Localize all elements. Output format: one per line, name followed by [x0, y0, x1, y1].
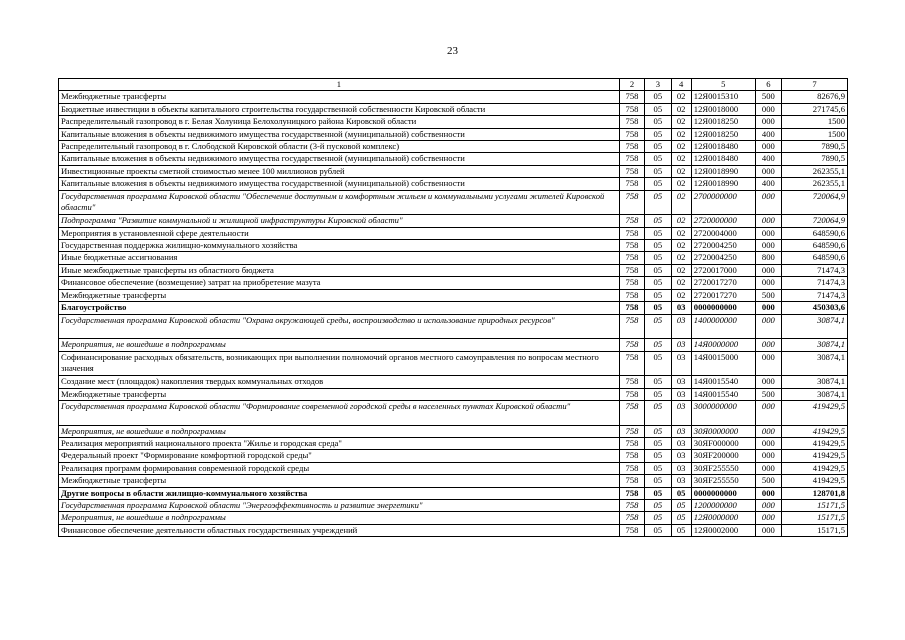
- row-sum: 15171,5: [782, 524, 848, 536]
- row-name: Распределительный газопровод в г. Белая Холуница Белохолуницкого района Кировской области: [59, 116, 620, 128]
- row-name: Федеральный проект "Формирование комфортной городской среды": [59, 450, 620, 462]
- row-section-code: 05: [645, 499, 671, 511]
- row-subsection-code: 02: [671, 240, 691, 252]
- row-gr-code: 758: [619, 252, 644, 264]
- row-target-article: 30ЯF255550: [691, 475, 755, 487]
- row-sum: 15171,5: [782, 512, 848, 524]
- table-row: [59, 277, 848, 289]
- row-name: Межбюджетные трансферты: [59, 388, 620, 400]
- row-section-code: 05: [645, 165, 671, 177]
- row-subsection-code: 02: [671, 116, 691, 128]
- row-gr-code: 758: [619, 425, 644, 437]
- row-section-code: 05: [645, 524, 671, 536]
- row-sum: 262355,1: [782, 165, 848, 177]
- row-subsection-code: 02: [671, 165, 691, 177]
- row-section-code: 05: [645, 314, 671, 339]
- row-target-article: 30ЯF200000: [691, 450, 755, 462]
- row-name: Реализация мероприятий национального проекта "Жилье и городская среда": [59, 437, 620, 449]
- row-target-article: 12Я0018250: [691, 128, 755, 140]
- table-row: [59, 388, 848, 400]
- row-section-code: 05: [645, 103, 671, 115]
- row-expense-type: 000: [755, 376, 781, 388]
- row-sum: 271745,6: [782, 103, 848, 115]
- row-section-code: 05: [645, 264, 671, 276]
- row-section-code: 05: [645, 277, 671, 289]
- row-name: Межбюджетные трансферты: [59, 289, 620, 301]
- row-target-article: 2720017270: [691, 277, 755, 289]
- row-target-article: 14Я0015540: [691, 376, 755, 388]
- table-row: [59, 314, 848, 339]
- row-sum: 30874,1: [782, 351, 848, 376]
- row-gr-code: 758: [619, 487, 644, 499]
- column-header: 6: [755, 79, 781, 91]
- row-sum: 82676,9: [782, 91, 848, 103]
- row-sum: 15171,5: [782, 499, 848, 511]
- row-target-article: 12Я0018250: [691, 116, 755, 128]
- row-target-article: 0000000000: [691, 302, 755, 314]
- row-gr-code: 758: [619, 264, 644, 276]
- table-row: [59, 128, 848, 140]
- row-target-article: 2720004250: [691, 252, 755, 264]
- row-expense-type: 000: [755, 103, 781, 115]
- row-sum: 450303,6: [782, 302, 848, 314]
- row-sum: 71474,3: [782, 289, 848, 301]
- table-row: [59, 141, 848, 153]
- row-sum: 30874,1: [782, 376, 848, 388]
- row-subsection-code: 03: [671, 462, 691, 474]
- row-target-article: 1400000000: [691, 314, 755, 339]
- row-expense-type: 500: [755, 475, 781, 487]
- row-sum: 720064,9: [782, 215, 848, 227]
- row-sum: 71474,3: [782, 277, 848, 289]
- row-sum: 419429,5: [782, 400, 848, 425]
- row-target-article: 12Я0015310: [691, 91, 755, 103]
- row-name: Софинансирование расходных обязательств, возникающих при выполнении полномочий органов местного самоуправления по вопросам местного значения: [59, 351, 620, 376]
- row-subsection-code: 03: [671, 425, 691, 437]
- row-expense-type: 400: [755, 178, 781, 190]
- row-section-code: 05: [645, 91, 671, 103]
- row-section-code: 05: [645, 351, 671, 376]
- row-sum: 128701,8: [782, 487, 848, 499]
- row-gr-code: 758: [619, 475, 644, 487]
- table-row: [59, 153, 848, 165]
- table-row: [59, 252, 848, 264]
- row-name: Реализация программ формирования современной городской среды: [59, 462, 620, 474]
- row-expense-type: 000: [755, 302, 781, 314]
- row-target-article: 0000000000: [691, 487, 755, 499]
- row-target-article: 12Я0018990: [691, 178, 755, 190]
- row-gr-code: 758: [619, 128, 644, 140]
- row-section-code: 05: [645, 252, 671, 264]
- row-name: Распределительный газопровод в г. Слободской Кировской области (3-й пусковой комплекс): [59, 141, 620, 153]
- page-number: 23: [447, 45, 458, 57]
- row-target-article: 2720000000: [691, 215, 755, 227]
- row-expense-type: 000: [755, 450, 781, 462]
- row-section-code: 05: [645, 190, 671, 215]
- table-row: [59, 103, 848, 115]
- row-gr-code: 758: [619, 227, 644, 239]
- table-row: [59, 437, 848, 449]
- row-subsection-code: 05: [671, 512, 691, 524]
- row-gr-code: 758: [619, 240, 644, 252]
- row-gr-code: 758: [619, 141, 644, 153]
- row-gr-code: 758: [619, 400, 644, 425]
- table-row: [59, 351, 848, 376]
- row-gr-code: 758: [619, 103, 644, 115]
- row-expense-type: 000: [755, 487, 781, 499]
- row-section-code: 05: [645, 450, 671, 462]
- table-header-row: [59, 79, 848, 91]
- row-gr-code: 758: [619, 376, 644, 388]
- row-target-article: 12Я0018480: [691, 153, 755, 165]
- row-subsection-code: 02: [671, 264, 691, 276]
- table-row: [59, 190, 848, 215]
- row-section-code: 05: [645, 437, 671, 449]
- row-sum: 720064,9: [782, 190, 848, 215]
- table-row: [59, 178, 848, 190]
- row-gr-code: 758: [619, 165, 644, 177]
- row-subsection-code: 03: [671, 437, 691, 449]
- row-subsection-code: 02: [671, 227, 691, 239]
- row-section-code: 05: [645, 425, 671, 437]
- row-target-article: 12Я0018990: [691, 165, 755, 177]
- row-sum: 1500: [782, 116, 848, 128]
- table-row: [59, 91, 848, 103]
- table-row: [59, 462, 848, 474]
- row-section-code: 05: [645, 141, 671, 153]
- table-row: [59, 524, 848, 536]
- row-expense-type: 000: [755, 437, 781, 449]
- row-section-code: 05: [645, 400, 671, 425]
- row-expense-type: 000: [755, 165, 781, 177]
- row-section-code: 05: [645, 116, 671, 128]
- row-name: Благоустройство: [59, 302, 620, 314]
- table-row: [59, 227, 848, 239]
- row-name: Финансовое обеспечение деятельности областных государственных учреждений: [59, 524, 620, 536]
- row-subsection-code: 03: [671, 475, 691, 487]
- table-row: [59, 450, 848, 462]
- row-expense-type: 000: [755, 462, 781, 474]
- row-name: Инвестиционные проекты сметной стоимостью менее 100 миллионов рублей: [59, 165, 620, 177]
- row-gr-code: 758: [619, 462, 644, 474]
- row-subsection-code: 03: [671, 450, 691, 462]
- row-sum: 30874,1: [782, 314, 848, 339]
- row-expense-type: 500: [755, 91, 781, 103]
- column-header: 7: [782, 79, 848, 91]
- row-name: Иные бюджетные ассигнования: [59, 252, 620, 264]
- row-gr-code: 758: [619, 277, 644, 289]
- row-target-article: 3000000000: [691, 400, 755, 425]
- row-sum: 7890,5: [782, 153, 848, 165]
- row-gr-code: 758: [619, 499, 644, 511]
- row-gr-code: 758: [619, 91, 644, 103]
- row-expense-type: 500: [755, 289, 781, 301]
- row-sum: 71474,3: [782, 264, 848, 276]
- row-gr-code: 758: [619, 215, 644, 227]
- row-name: Иные межбюджетные трансферты из областного бюджета: [59, 264, 620, 276]
- row-subsection-code: 03: [671, 339, 691, 351]
- row-section-code: 05: [645, 339, 671, 351]
- row-sum: 419429,5: [782, 462, 848, 474]
- row-expense-type: 000: [755, 314, 781, 339]
- row-expense-type: 000: [755, 190, 781, 215]
- row-subsection-code: 05: [671, 524, 691, 536]
- row-name: Мероприятия, не вошедшие в подпрограммы: [59, 339, 620, 351]
- table-row: [59, 400, 848, 425]
- row-subsection-code: 02: [671, 215, 691, 227]
- row-name: Подпрограмма "Развитие коммунальной и жилищной инфраструктуры Кировской области": [59, 215, 620, 227]
- row-name: Бюджетные инвестиции в объекты капитального строительства государственной собственности Кировской области: [59, 103, 620, 115]
- row-gr-code: 758: [619, 512, 644, 524]
- row-section-code: 05: [645, 215, 671, 227]
- row-target-article: 2720004000: [691, 227, 755, 239]
- row-expense-type: 000: [755, 116, 781, 128]
- row-name: Мероприятия в установленной сфере деятельности: [59, 227, 620, 239]
- table-row: [59, 165, 848, 177]
- row-name: Другие вопросы в области жилищно-коммунального хозяйства: [59, 487, 620, 499]
- column-header: 4: [671, 79, 691, 91]
- row-gr-code: 758: [619, 302, 644, 314]
- row-expense-type: 000: [755, 227, 781, 239]
- budget-table: [58, 78, 848, 537]
- row-target-article: 30Я0000000: [691, 425, 755, 437]
- table-row: [59, 512, 848, 524]
- row-expense-type: 000: [755, 499, 781, 511]
- row-subsection-code: 02: [671, 289, 691, 301]
- row-name: Государственная программа Кировской области "Энергоэффективность и развитие энергетики": [59, 499, 620, 511]
- row-expense-type: 000: [755, 141, 781, 153]
- row-subsection-code: 03: [671, 376, 691, 388]
- row-expense-type: 400: [755, 128, 781, 140]
- row-section-code: 05: [645, 153, 671, 165]
- row-section-code: 05: [645, 376, 671, 388]
- row-sum: 419429,5: [782, 437, 848, 449]
- row-target-article: 2720017270: [691, 289, 755, 301]
- row-section-code: 05: [645, 512, 671, 524]
- row-name: Государственная программа Кировской области "Охрана окружающей среды, воспроизводство и использование природных ресурсов": [59, 314, 620, 339]
- row-expense-type: 000: [755, 512, 781, 524]
- row-subsection-code: 02: [671, 252, 691, 264]
- row-expense-type: 400: [755, 153, 781, 165]
- row-subsection-code: 05: [671, 487, 691, 499]
- row-gr-code: 758: [619, 437, 644, 449]
- row-name: Мероприятия, не вошедшие в подпрограммы: [59, 425, 620, 437]
- row-expense-type: 500: [755, 388, 781, 400]
- row-target-article: 14Я0015540: [691, 388, 755, 400]
- row-name: Межбюджетные трансферты: [59, 91, 620, 103]
- row-section-code: 05: [645, 302, 671, 314]
- table-row: [59, 264, 848, 276]
- row-sum: 30874,1: [782, 339, 848, 351]
- table-row: [59, 487, 848, 499]
- row-gr-code: 758: [619, 388, 644, 400]
- row-sum: 30874,1: [782, 388, 848, 400]
- row-subsection-code: 02: [671, 103, 691, 115]
- row-sum: 648590,6: [782, 227, 848, 239]
- table-row: [59, 116, 848, 128]
- row-gr-code: 758: [619, 339, 644, 351]
- row-expense-type: 800: [755, 252, 781, 264]
- row-gr-code: 758: [619, 524, 644, 536]
- column-header: 3: [645, 79, 671, 91]
- row-name: Создание мест (площадок) накопления твердых коммунальных отходов: [59, 376, 620, 388]
- row-gr-code: 758: [619, 289, 644, 301]
- row-sum: 648590,6: [782, 240, 848, 252]
- row-sum: 419429,5: [782, 475, 848, 487]
- column-header: 2: [619, 79, 644, 91]
- table-row: [59, 475, 848, 487]
- row-section-code: 05: [645, 240, 671, 252]
- row-subsection-code: 02: [671, 178, 691, 190]
- row-subsection-code: 05: [671, 499, 691, 511]
- row-target-article: 2720017000: [691, 264, 755, 276]
- row-sum: 419429,5: [782, 425, 848, 437]
- row-target-article: 14Я0000000: [691, 339, 755, 351]
- row-section-code: 05: [645, 289, 671, 301]
- row-name: Капитальные вложения в объекты недвижимого имущества государственной (муниципальной) собственности: [59, 178, 620, 190]
- row-target-article: 2700000000: [691, 190, 755, 215]
- row-section-code: 05: [645, 388, 671, 400]
- row-gr-code: 758: [619, 190, 644, 215]
- column-header: 5: [691, 79, 755, 91]
- row-gr-code: 758: [619, 153, 644, 165]
- row-gr-code: 758: [619, 314, 644, 339]
- row-section-code: 05: [645, 128, 671, 140]
- row-expense-type: 000: [755, 264, 781, 276]
- row-target-article: 12Я0018000: [691, 103, 755, 115]
- row-target-article: 14Я0015000: [691, 351, 755, 376]
- row-subsection-code: 03: [671, 388, 691, 400]
- table-row: [59, 240, 848, 252]
- row-subsection-code: 02: [671, 91, 691, 103]
- row-gr-code: 758: [619, 116, 644, 128]
- row-target-article: 12Я0018480: [691, 141, 755, 153]
- row-section-code: 05: [645, 462, 671, 474]
- row-name: Капитальные вложения в объекты недвижимого имущества государственной (муниципальной) собственности: [59, 128, 620, 140]
- row-name: Мероприятия, не вошедшие в подпрограммы: [59, 512, 620, 524]
- row-expense-type: 000: [755, 425, 781, 437]
- row-subsection-code: 02: [671, 277, 691, 289]
- row-target-article: 12Я0000000: [691, 512, 755, 524]
- row-sum: 7890,5: [782, 141, 848, 153]
- row-section-code: 05: [645, 178, 671, 190]
- row-section-code: 05: [645, 475, 671, 487]
- table-row: [59, 376, 848, 388]
- row-subsection-code: 02: [671, 190, 691, 215]
- row-sum: 1500: [782, 128, 848, 140]
- row-section-code: 05: [645, 227, 671, 239]
- row-subsection-code: 03: [671, 400, 691, 425]
- table-row: [59, 289, 848, 301]
- row-target-article: 2720004250: [691, 240, 755, 252]
- table-row: [59, 499, 848, 511]
- row-expense-type: 000: [755, 215, 781, 227]
- row-expense-type: 000: [755, 351, 781, 376]
- row-target-article: 30ЯF000000: [691, 437, 755, 449]
- row-name: Государственная программа Кировской области "Формирование современной городской среды в населенных пунктах Кировской области": [59, 400, 620, 425]
- row-name: Межбюджетные трансферты: [59, 475, 620, 487]
- row-expense-type: 000: [755, 277, 781, 289]
- table-row: [59, 425, 848, 437]
- row-target-article: 1200000000: [691, 499, 755, 511]
- row-name: Государственная программа Кировской области "Обеспечение доступным и комфортным жильем и коммунальными услугами жителей Кировской области": [59, 190, 620, 215]
- row-subsection-code: 02: [671, 128, 691, 140]
- row-subsection-code: 02: [671, 141, 691, 153]
- row-expense-type: 000: [755, 524, 781, 536]
- row-sum: 648590,6: [782, 252, 848, 264]
- row-expense-type: 000: [755, 339, 781, 351]
- row-gr-code: 758: [619, 178, 644, 190]
- row-subsection-code: 03: [671, 302, 691, 314]
- row-target-article: 30ЯF255550: [691, 462, 755, 474]
- row-subsection-code: 02: [671, 153, 691, 165]
- table-row: [59, 339, 848, 351]
- row-sum: 419429,5: [782, 450, 848, 462]
- row-expense-type: 000: [755, 240, 781, 252]
- row-section-code: 05: [645, 487, 671, 499]
- table-row: [59, 215, 848, 227]
- row-subsection-code: 03: [671, 314, 691, 339]
- row-subsection-code: 03: [671, 351, 691, 376]
- row-name: Финансовое обеспечение (возмещение) затрат на приобретение мазута: [59, 277, 620, 289]
- row-sum: 262355,1: [782, 178, 848, 190]
- row-name: Капитальные вложения в объекты недвижимого имущества государственной (муниципальной) собственности: [59, 153, 620, 165]
- row-name: Государственная поддержка жилищно-коммунального хозяйства: [59, 240, 620, 252]
- row-target-article: 12Я0002000: [691, 524, 755, 536]
- row-expense-type: 000: [755, 400, 781, 425]
- row-gr-code: 758: [619, 351, 644, 376]
- row-gr-code: 758: [619, 450, 644, 462]
- column-header: 1: [59, 79, 620, 91]
- table-row: [59, 302, 848, 314]
